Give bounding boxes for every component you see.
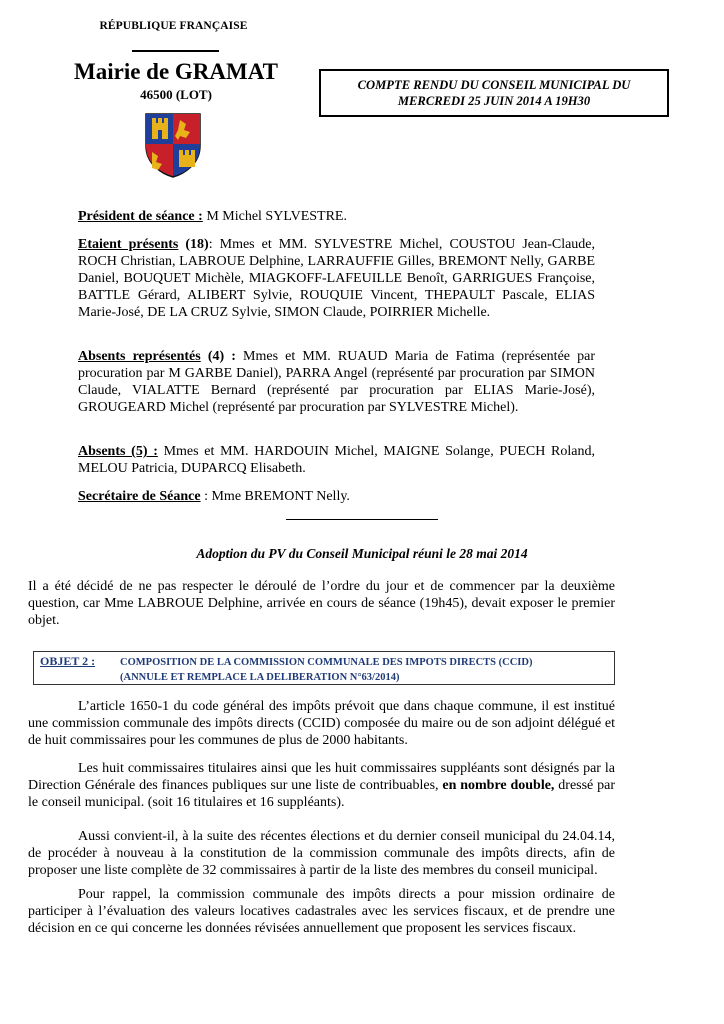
presents-list: : Mmes et MM. SYLVESTRE Michel, COUSTOU Jean-Claude, ROCH Christian, LABROUE Delphine, LARRAUFFIE Gilles, BREMONT Nelly, GARBE Daniel, BOUQUET Michèle, MIAGKOFF-LAFEUILLE Benoît, GARRIGUES Françoise, BATTLE Gérard, ALIBERT Sylvie, ROUQUIE Vincent, THEPAULT Pascale, ELIAS Marie-José, DE LA CRUZ Sylvie, SIMON Claude, POIRRIER Michelle. <box>78 237 596 320</box>
objet-title: COMPOSITION DE LA COMMISSION COMMUNALE DES IMPOTS DIRECTS (CCID) <box>120 657 533 668</box>
represented-list: Mmes et MM. RUAUD Maria de Fatima (représentée par procuration par M GARBE Daniel), PARRA Angel (représenté par procuration par SIMON Claude, VIALATTE Bernard (représenté par procuration par ELIAS Marie-José), GROUGEARD Michel (représenté par procuration par SYLVESTRE Michel). <box>78 349 595 415</box>
secretary-value: : Mme BREMONT Nelly. <box>200 489 350 504</box>
president-value: M Michel SYLVESTRE. <box>202 209 347 224</box>
president-line <box>78 208 595 225</box>
objet-label: OBJET 2 : <box>40 654 96 668</box>
secretary-label: Secrétaire de Séance <box>78 489 201 504</box>
header-divider <box>132 50 219 52</box>
secretary-line <box>78 488 595 505</box>
presents-count: (18) <box>178 237 209 252</box>
absents-list: Mmes et MM. HARDOUIN Michel, MAIGNE Solange, PUECH Roland, MELOU Patricia, DUPARCQ Elisabeth. <box>78 444 595 476</box>
body-paragraph-2 <box>28 760 615 811</box>
section-separator <box>286 519 438 520</box>
intro-paragraph: Il a été décidé de ne pas respecter le déroulé de l’ordre du jour et de commencer par la deuxième question, car Mme LABROUE Delphine, arrivée en cours de séance (19h45), devait exposer le premier objet. <box>28 579 615 628</box>
represented-label: Absents représentés <box>78 349 201 364</box>
presents-paragraph <box>78 236 595 321</box>
objet-box <box>33 651 615 685</box>
body-paragraph-4: Pour rappel, la commission communale des impôts directs a pour mission ordinaire de participer à l’évaluation des valeurs locatives cadastrales avec les services fiscaux, et de prendre une décision en ce qui concerne les données révisées annuellement que proposent les services fiscaux. <box>28 887 615 936</box>
objet-subtitle: (ANNULE ET REMPLACE LA DELIBERATION N°63/2014) <box>120 672 400 683</box>
report-title-line2: MERCREDI 25 JUIN 2014 A 19H30 <box>397 94 591 108</box>
presents-label: Etaient présents <box>78 237 179 252</box>
body-paragraph-2-end: dressé par le conseil municipal. (soit 16 titulaires et 16 suppléants). <box>28 778 615 810</box>
represented-count: (4) : <box>200 349 236 364</box>
body-paragraph-2-emphasis: en nombre double, <box>442 778 555 793</box>
body-paragraph-3: Aussi convient-il, à la suite des récentes élections et du dernier conseil municipal du 24.04.14, de procéder à nouveau à la constitution de la commission communale des impôts directs, afin de proposer une liste complète de 32 commissaires à partir de la liste des membres du conseil municipal. <box>28 829 615 878</box>
report-title-box <box>319 69 669 117</box>
postal-code: 46500 (LOT) <box>140 87 212 102</box>
republique-header: RÉPUBLIQUE FRANÇAISE <box>99 20 248 32</box>
body-paragraph-1: L’article 1650-1 du code général des impôts prévoit que dans chaque commune, il est institué une commission communale des impôts directs (CCID) composée du maire ou de son adjoint délégué et de huit commissaires pour les communes de plus de 2000 habitants. <box>28 699 615 748</box>
mairie-title: Mairie de GRAMAT <box>74 59 278 84</box>
absents-label: Absents (5) : <box>78 444 158 459</box>
body-paragraph-2-start: Les huit commissaires titulaires ainsi que les huit commissaires suppléants sont désignés par la Direction Générale des finances publiques sur une liste de contribuables, <box>28 761 615 793</box>
absents-paragraph <box>78 443 595 477</box>
president-label: Président de séance : <box>78 209 203 224</box>
report-title-line1: COMPTE RENDU DU CONSEIL MUNICIPAL DU <box>357 78 631 92</box>
coat-of-arms-icon <box>144 112 202 178</box>
represented-paragraph <box>78 348 595 416</box>
adoption-heading: Adoption du PV du Conseil Municipal réuni le 28 mai 2014 <box>196 546 528 561</box>
